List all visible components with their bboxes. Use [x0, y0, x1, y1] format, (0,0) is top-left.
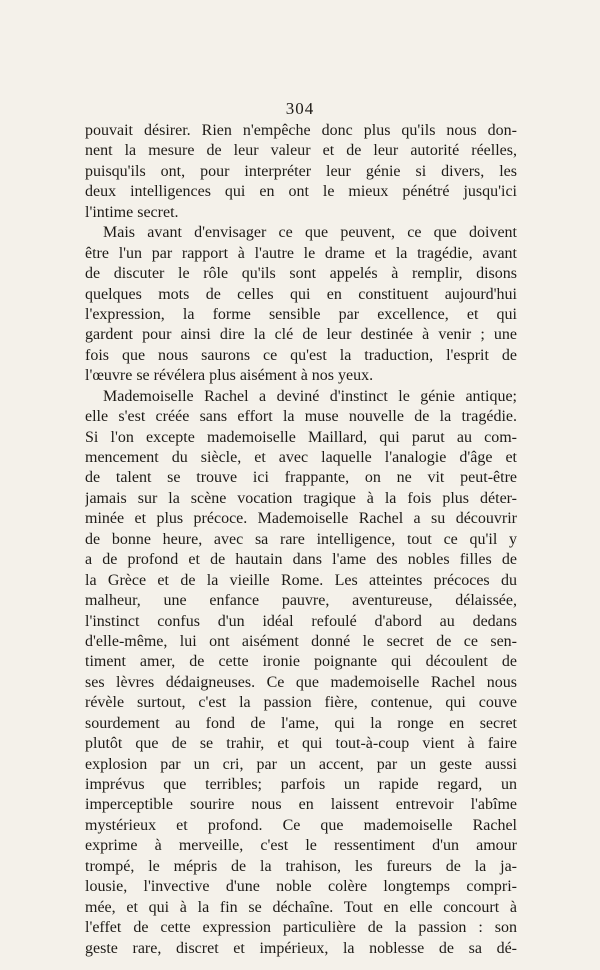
text-line: exprime à merveille, c'est le ressentiment d'un amour: [85, 837, 517, 855]
text-line: l'œuvre se révélera plus aisément à nos yeux.: [85, 367, 374, 385]
text-line: de talent se trouve ici frappante, on ne vit peut-être: [85, 469, 517, 487]
text-line: de bonne heure, avec sa rare intelligence, tout ce qu'il y: [85, 530, 517, 548]
text-line: minée et plus précoce. Mademoiselle Rachel a su découvrir: [85, 510, 517, 528]
text-line: l'effet de cette expression particulière de la passion : son: [85, 919, 517, 937]
text-line: Mais avant d'envisager ce que peuvent, ce que doivent: [103, 224, 517, 242]
text-line: mée, et qui à la fin se déchaîne. Tout en elle concourt à: [85, 898, 517, 916]
text-line: pouvait désirer. Rien n'empêche donc plus qu'ils nous don-: [85, 122, 517, 139]
text-line: explosion par un cri, par un accent, par un geste aussi: [85, 755, 517, 773]
text-line: Si l'on excepte mademoiselle Maillard, qui parut au com-: [85, 428, 517, 446]
text-line: fois que nous saurons ce qu'est la traduction, l'esprit de: [85, 346, 517, 364]
text-line: l'intime secret.: [85, 203, 179, 221]
text-line: nent la mesure de leur valeur et de leur autorité réelles,: [85, 142, 517, 160]
text-line: être l'un par rapport à l'autre le drame et la tragédie, avant: [85, 244, 517, 262]
text-line: mencement du siècle, et avec laquelle l'analogie d'âge et: [85, 449, 517, 466]
body-text: [85, 121, 517, 959]
text-line: plutôt que de se trahir, et qui tout-à-coup vient à faire: [85, 735, 517, 753]
text-line: mystérieux et profond. Ce que mademoiselle Rachel: [85, 816, 517, 834]
text-line: jamais sur la scène vocation tragique à la fois plus déter-: [85, 489, 517, 507]
text-line: d'elle-même, lui ont aisément donné le secret de ce sen-: [85, 632, 517, 650]
text-line: quelques mots de celles qui en constituent aujourd'hui: [85, 285, 517, 303]
text-line: l'instinct confus d'un idéal refoulé d'abord au dedans: [85, 612, 517, 630]
text-line: lousie, l'invective d'une noble colère longtemps compri-: [85, 878, 517, 896]
text-line: sourdement au fond de l'ame, qui la ronge en secret: [85, 714, 517, 732]
text-line: la Grèce et de la vieille Rome. Les atteintes précoces du: [85, 571, 517, 589]
text-line: geste rare, discret et impérieux, la noblesse de sa dé-: [85, 939, 517, 957]
text-line: imperceptible sourire nous en laissent entrevoir l'abîme: [85, 796, 517, 814]
text-line: elle s'est créée sans effort la muse nouvelle de la tragédie.: [85, 408, 517, 426]
text-line: malheur, une enfance pauvre, aventureuse, délaissée,: [85, 592, 517, 610]
text-line: l'expression, la forme sensible par excellence, et qui: [85, 305, 517, 323]
text-line: Mademoiselle Rachel a deviné d'instinct le génie antique;: [103, 387, 517, 405]
text-line: de discuter le rôle qu'ils sont appelés à remplir, disons: [85, 265, 517, 283]
text-line: trompé, le mépris de la trahison, les fureurs de la ja-: [85, 857, 517, 875]
text-line: deux intelligences qui en ont le mieux pénétré jusqu'ici: [85, 183, 517, 201]
text-line: timent amer, de cette ironie poignante qui découlent de: [85, 653, 517, 671]
text-line: révèle surtout, c'est la passion fière, contenue, qui couve: [85, 694, 517, 712]
text-line: puisqu'ils ont, pour interpréter leur génie si divers, les: [85, 162, 517, 180]
text-line: gardent pour ainsi dire la clé de leur destinée à venir ; une: [85, 326, 517, 344]
text-line: a de profond et de hautain dans l'ame des nobles filles de: [85, 551, 517, 569]
page-number: 304: [285, 99, 315, 118]
text-line: ses lèvres dédaigneuses. Ce que mademoiselle Rachel nous: [85, 673, 517, 691]
text-line: imprévus que terribles; parfois un rapide regard, un: [85, 776, 517, 793]
